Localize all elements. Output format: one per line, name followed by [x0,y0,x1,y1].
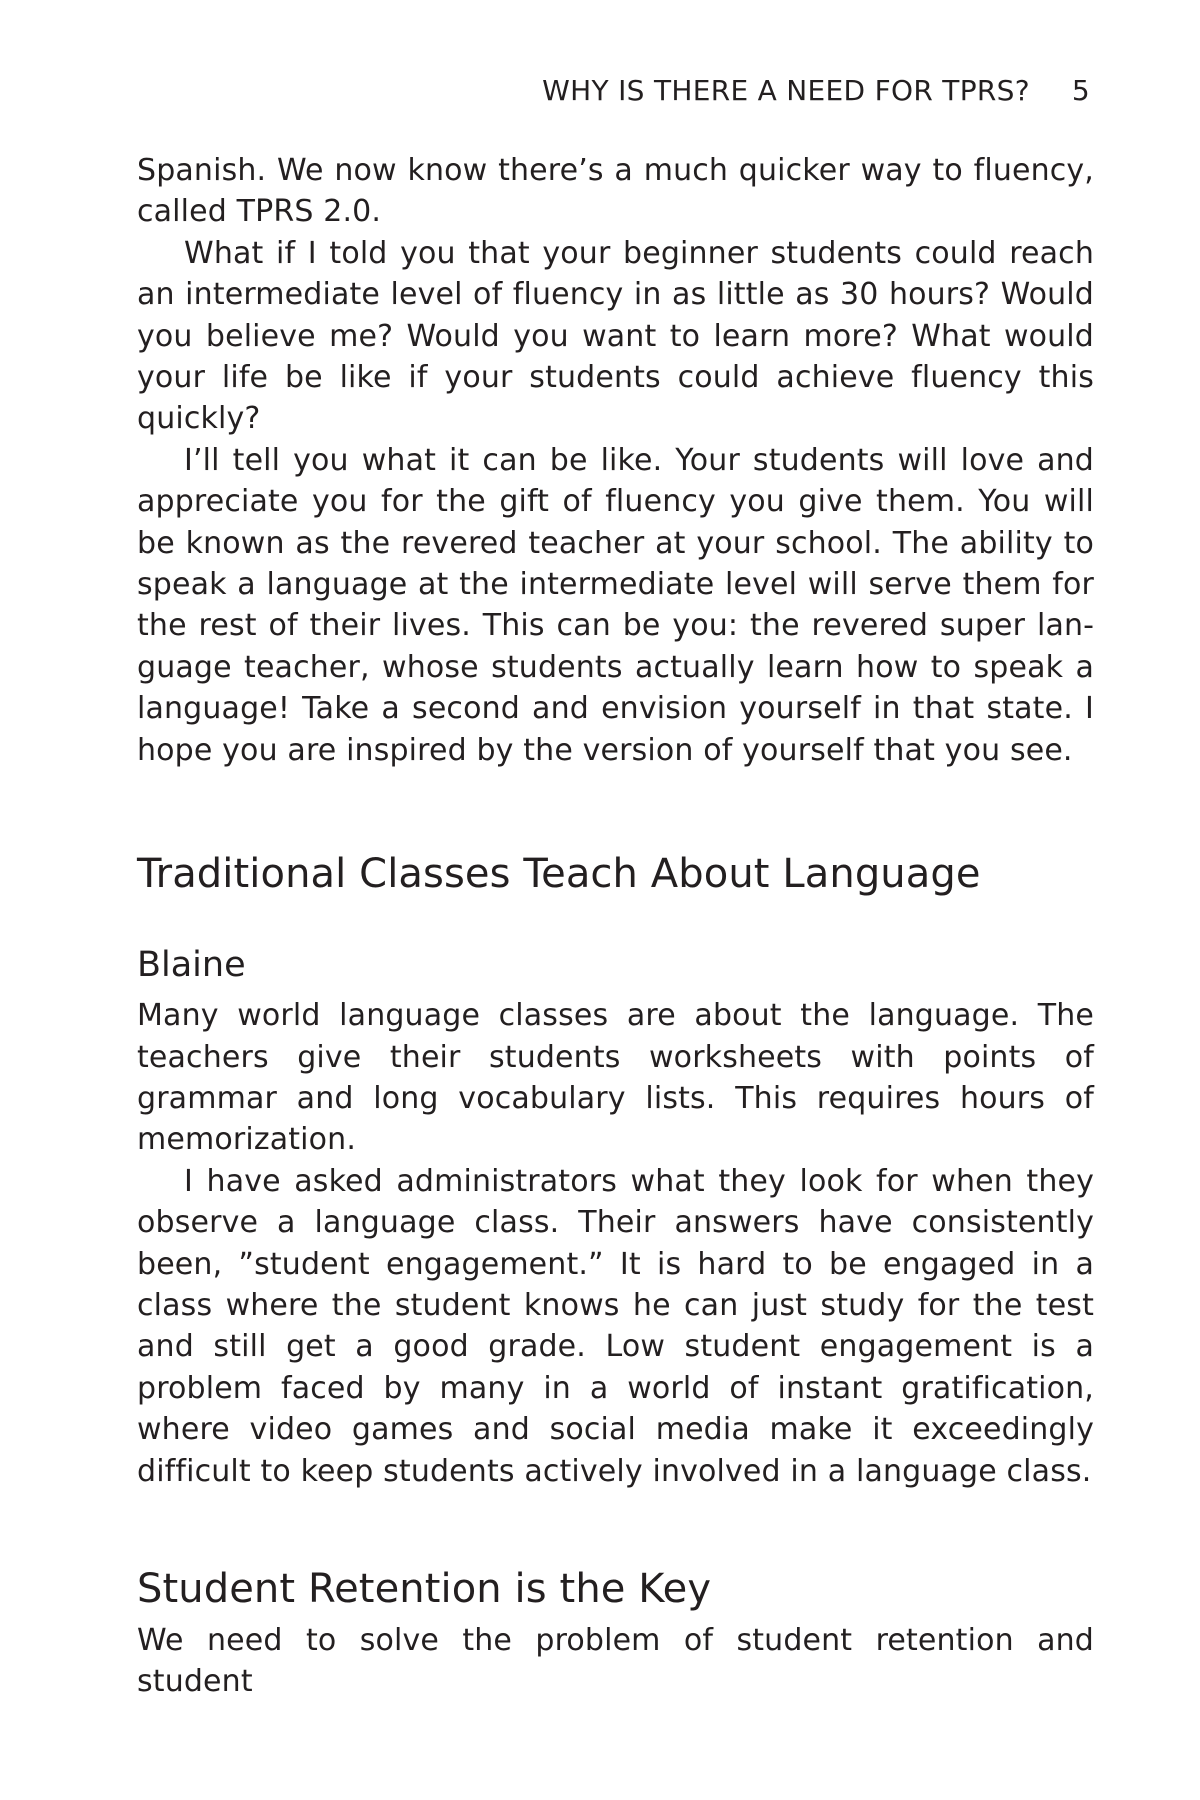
page-content [137,150,1094,1703]
paragraph-intro-2: What if I told you that your beginner students could reach an intermediate level of fluency in as little as 30 hours? Would you believe me? Would you want to learn more? What would your life be like if your students could achieve fluency this quickly? [137,235,1094,437]
paragraph-intro-3: I’ll tell you what it can be like. Your students will love and appreciate you for the gift of fluency you give them. You will be known as the revered teacher at your school. The ability to speak a language at the intermediate level will serve them for the rest of their lives. This can be you: the revered super language teacher, whose students actually learn how to speak a language! Take a second and envision yourself in that state. I hope you are inspired by the version of yourself that you see. [137,442,1094,768]
section-heading-student-retention: Student Retention is the Key [137,1565,712,1612]
page-number: 5 [1071,74,1090,107]
subheading-blaine: Blaine [137,945,246,986]
running-head [542,74,1090,107]
paragraph-section2-1: We need to solve the problem of student retention and student [137,1622,1094,1700]
paragraph-section1-1: Many world language classes are about the language. The teachers give their students worksheets with points of grammar and long vocabulary lists. This requires hours of memorization. [137,998,1094,1158]
running-head-title: WHY IS THERE A NEED FOR TPRS? [542,74,1030,107]
paragraph-section1-2: I have asked administrators what they look for when they observe a language class. Their answers have consistently been, ”student engagement.” It is hard to be engaged in a class where the student knows he can just study for the test and still get a good grade. Low student engagement is a problem faced by many in a world of instant gratification, where video games and social media make it exceedingly difficult to keep students actively involved in a language class. [137,1163,1094,1489]
paragraph-intro-1: Spanish. We now know there’s a much quicker way to fluency, called TPRS 2.0. [137,153,1094,230]
section-heading-traditional-classes: Traditional Classes Teach About Language [137,851,981,898]
